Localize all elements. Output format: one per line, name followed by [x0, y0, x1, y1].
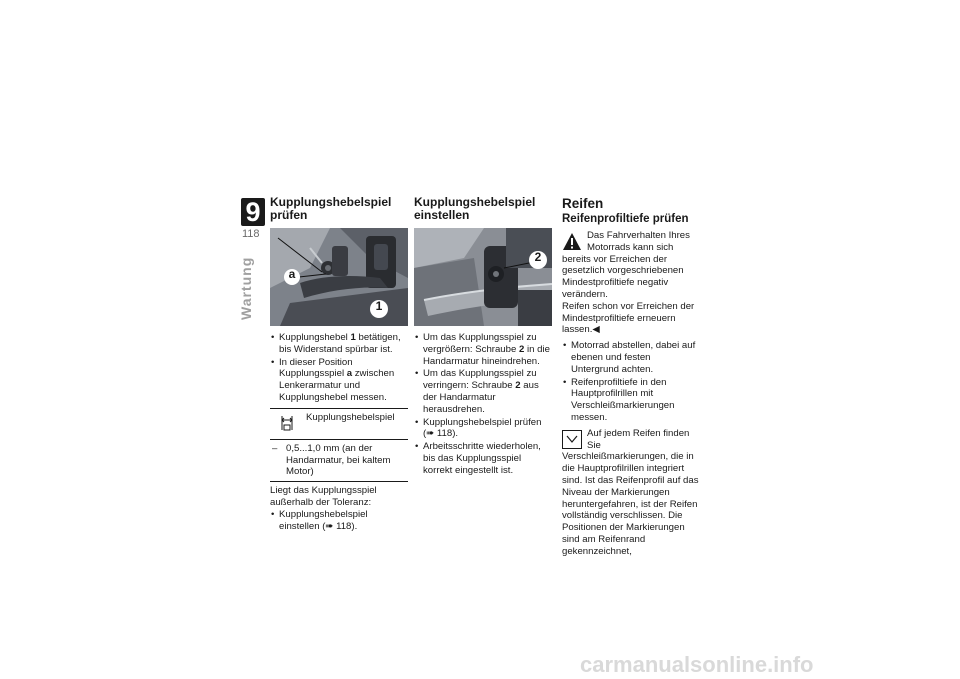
list-item: • Um das Kupplungsspiel zu vergrößern: Schraube 2 in die Handarmatur hineindrehen.	[414, 332, 552, 367]
list-item: • Kupplungshebelspiel prüfen (➠ 118).	[414, 417, 552, 441]
photo-clutch-lever	[270, 228, 408, 326]
chapter-title: Wartung	[238, 256, 254, 320]
list-item: • Kupplungshebel 1 betätigen, bis Widerstand spürbar ist.	[270, 332, 408, 356]
photo-adjusting-screw	[414, 228, 552, 326]
section-heading: Kupplungshebelspiel einstellen	[414, 195, 536, 222]
chapter-section-heading: Reifen	[562, 196, 604, 211]
list-item: • Um das Kupplungsspiel zu verringern: Schraube 2 aus der Handarmatur herausdrehen.	[414, 368, 552, 415]
chapter-number-badge: 9	[241, 198, 265, 226]
section-heading: Kupplungshebelspiel prüfen	[270, 195, 392, 222]
list-item: • Reifenprofiltiefe in den Hauptprofilrillen mit Verschleißmarkierungen messen.	[562, 377, 700, 424]
warning-note	[562, 230, 700, 336]
warning-text-2: Reifen schon vor Erreichen der Mindestprofiltiefe erneuern lassen.◀	[562, 300, 695, 336]
subsection-heading: Reifenprofiltiefe prüfen	[562, 213, 689, 225]
tolerance-text: Liegt das Kupplungsspiel außerhalb der Toleranz:	[270, 485, 377, 508]
photo-label-1: 1	[375, 299, 383, 313]
check-steps-list	[270, 332, 408, 404]
measure-icon	[280, 414, 294, 432]
info-arrow-icon	[562, 430, 582, 449]
warning-text: Das Fahrverhalten Ihres Motorrads kann sich bereits vor Erreichen der gesetzlich vorgeschriebenen Mindestprofiltiefe negativ verändern.	[562, 230, 690, 300]
list-item: • Kupplungshebelspiel einstellen (➠ 118).	[270, 509, 408, 533]
spec-label: Kupplungshebelspiel	[306, 411, 395, 423]
column-check-clutch-play	[270, 196, 408, 533]
watermark: carmanualsonline.info	[580, 652, 814, 677]
list-item: • In dieser Position Kupplungsspiel a zwischen Lenkerarmatur und Kupplungshebel messen.	[270, 357, 408, 404]
photo-label-2: 2	[534, 250, 542, 264]
photo-label-a: a	[288, 267, 296, 281]
column-tyres	[562, 196, 700, 562]
list-item: • Motorrad abstellen, dabei auf ebenen und festen Untergrund achten.	[562, 340, 700, 375]
column-adjust-clutch-play	[414, 196, 552, 478]
tyre-steps-list	[562, 340, 700, 424]
adjust-steps-list	[414, 332, 552, 477]
spec-dash: –	[272, 442, 278, 454]
list-item: • Arbeitsschritte wiederholen, bis das Kupplungsspiel korrekt eingestellt ist.	[414, 441, 552, 476]
spec-value: 0,5...1,0 mm (an der Handarmatur, bei kaltem Motor)	[286, 442, 391, 478]
warning-triangle-icon	[562, 232, 582, 251]
info-note	[562, 428, 700, 558]
info-text: Auf jedem Reifen finden Sie Verschleißmarkierungen, die in die Hauptprofilrillen integriert sind. Ist das Reifenprofil auf das Niveau der Markierungen heruntergefahren, ist der Reifen vollständig verschlissen. Die Positionen der Markierungen sind am Reifenrand gekennzeichnet,	[562, 427, 699, 557]
spec-box	[270, 408, 408, 482]
page-number: 118	[242, 228, 260, 240]
